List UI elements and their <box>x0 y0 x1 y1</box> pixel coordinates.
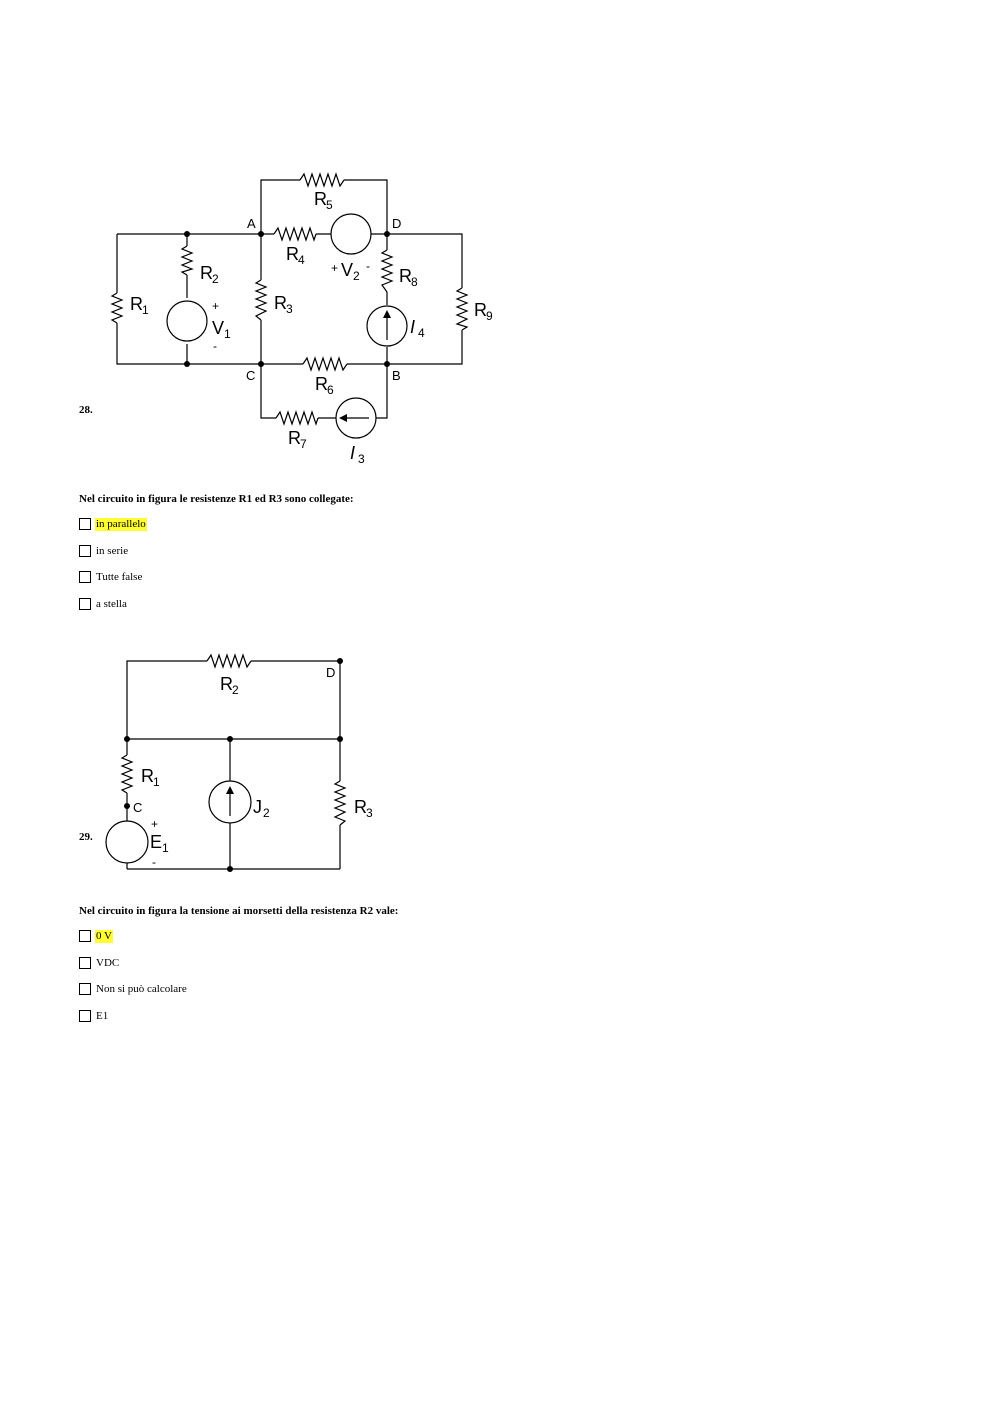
svg-text:R: R <box>399 266 412 286</box>
svg-text:3: 3 <box>358 452 365 466</box>
label-R1 <box>141 766 160 789</box>
svg-text:2: 2 <box>263 806 270 820</box>
label-R2 <box>220 674 239 697</box>
svg-text:R: R <box>141 766 154 786</box>
plus-V2: + <box>331 261 339 275</box>
node-D: D <box>326 665 336 680</box>
checkbox[interactable] <box>79 930 91 942</box>
question-text: Nel circuito in figura le resistenze R1 ed R3 sono collegate: <box>79 493 354 505</box>
svg-text:R: R <box>200 263 213 283</box>
svg-text:I: I <box>410 317 416 337</box>
svg-text:8: 8 <box>411 275 418 289</box>
svg-text:3: 3 <box>286 302 293 316</box>
plus-E1: + <box>151 817 159 831</box>
node-B: B <box>392 368 401 383</box>
minus-E1: - <box>152 855 156 869</box>
answer-option[interactable] <box>79 1008 109 1024</box>
svg-text:2: 2 <box>353 269 360 283</box>
svg-text:R: R <box>130 294 143 314</box>
svg-text:R: R <box>274 293 287 313</box>
label-J2 <box>253 797 270 820</box>
label-E1 <box>150 832 169 855</box>
answer-label: VDC <box>96 956 120 969</box>
answer-option[interactable] <box>79 928 113 944</box>
svg-text:4: 4 <box>298 253 305 267</box>
svg-text:J: J <box>253 797 262 817</box>
svg-text:4: 4 <box>418 326 425 340</box>
svg-text:V: V <box>212 318 225 338</box>
svg-text:E: E <box>150 832 163 852</box>
svg-text:R: R <box>314 189 327 209</box>
node-A: A <box>247 216 256 231</box>
svg-text:1: 1 <box>162 841 169 855</box>
svg-text:R: R <box>474 300 487 320</box>
svg-text:R: R <box>315 374 328 394</box>
svg-text:2: 2 <box>212 272 219 286</box>
svg-text:9: 9 <box>486 309 493 323</box>
answer-label: 0 V <box>96 929 112 942</box>
node-C: C <box>246 368 256 383</box>
checkbox[interactable] <box>79 983 91 995</box>
svg-text:R: R <box>220 674 233 694</box>
checkbox[interactable] <box>79 1010 91 1022</box>
node-D: D <box>392 216 402 231</box>
answer-label: E1 <box>96 1009 109 1022</box>
answer-label: Tutte false <box>96 570 143 583</box>
answer-label: Non si può calcolare <box>96 982 187 995</box>
svg-text:2: 2 <box>232 683 239 697</box>
svg-text:V: V <box>341 260 354 280</box>
answer-option[interactable] <box>79 955 120 971</box>
svg-text:1: 1 <box>153 775 160 789</box>
svg-text:I: I <box>350 443 356 463</box>
question-text: Nel circuito in figura la tensione ai morsetti della resistenza R2 vale: <box>79 905 399 917</box>
answer-option[interactable] <box>79 981 188 997</box>
question-number: 29. <box>79 831 93 843</box>
question-number: 28. <box>79 404 93 416</box>
svg-text:1: 1 <box>142 303 149 317</box>
svg-text:1: 1 <box>224 327 231 341</box>
svg-text:7: 7 <box>300 437 307 451</box>
checkbox[interactable] <box>79 957 91 969</box>
svg-text:6: 6 <box>327 383 334 397</box>
minus-V1: - <box>213 339 217 353</box>
answer-label: in parallelo <box>96 517 146 530</box>
plus-V1: + <box>212 299 220 313</box>
node-C: C <box>133 800 143 815</box>
svg-text:R: R <box>286 244 299 264</box>
minus-V2: - <box>366 259 370 273</box>
answer-label: in serie <box>96 544 129 557</box>
svg-text:5: 5 <box>326 198 333 212</box>
answer-label: a stella <box>96 597 127 610</box>
svg-text:R: R <box>354 797 367 817</box>
svg-text:3: 3 <box>366 806 373 820</box>
svg-text:R: R <box>288 428 301 448</box>
label-R3 <box>354 797 373 820</box>
